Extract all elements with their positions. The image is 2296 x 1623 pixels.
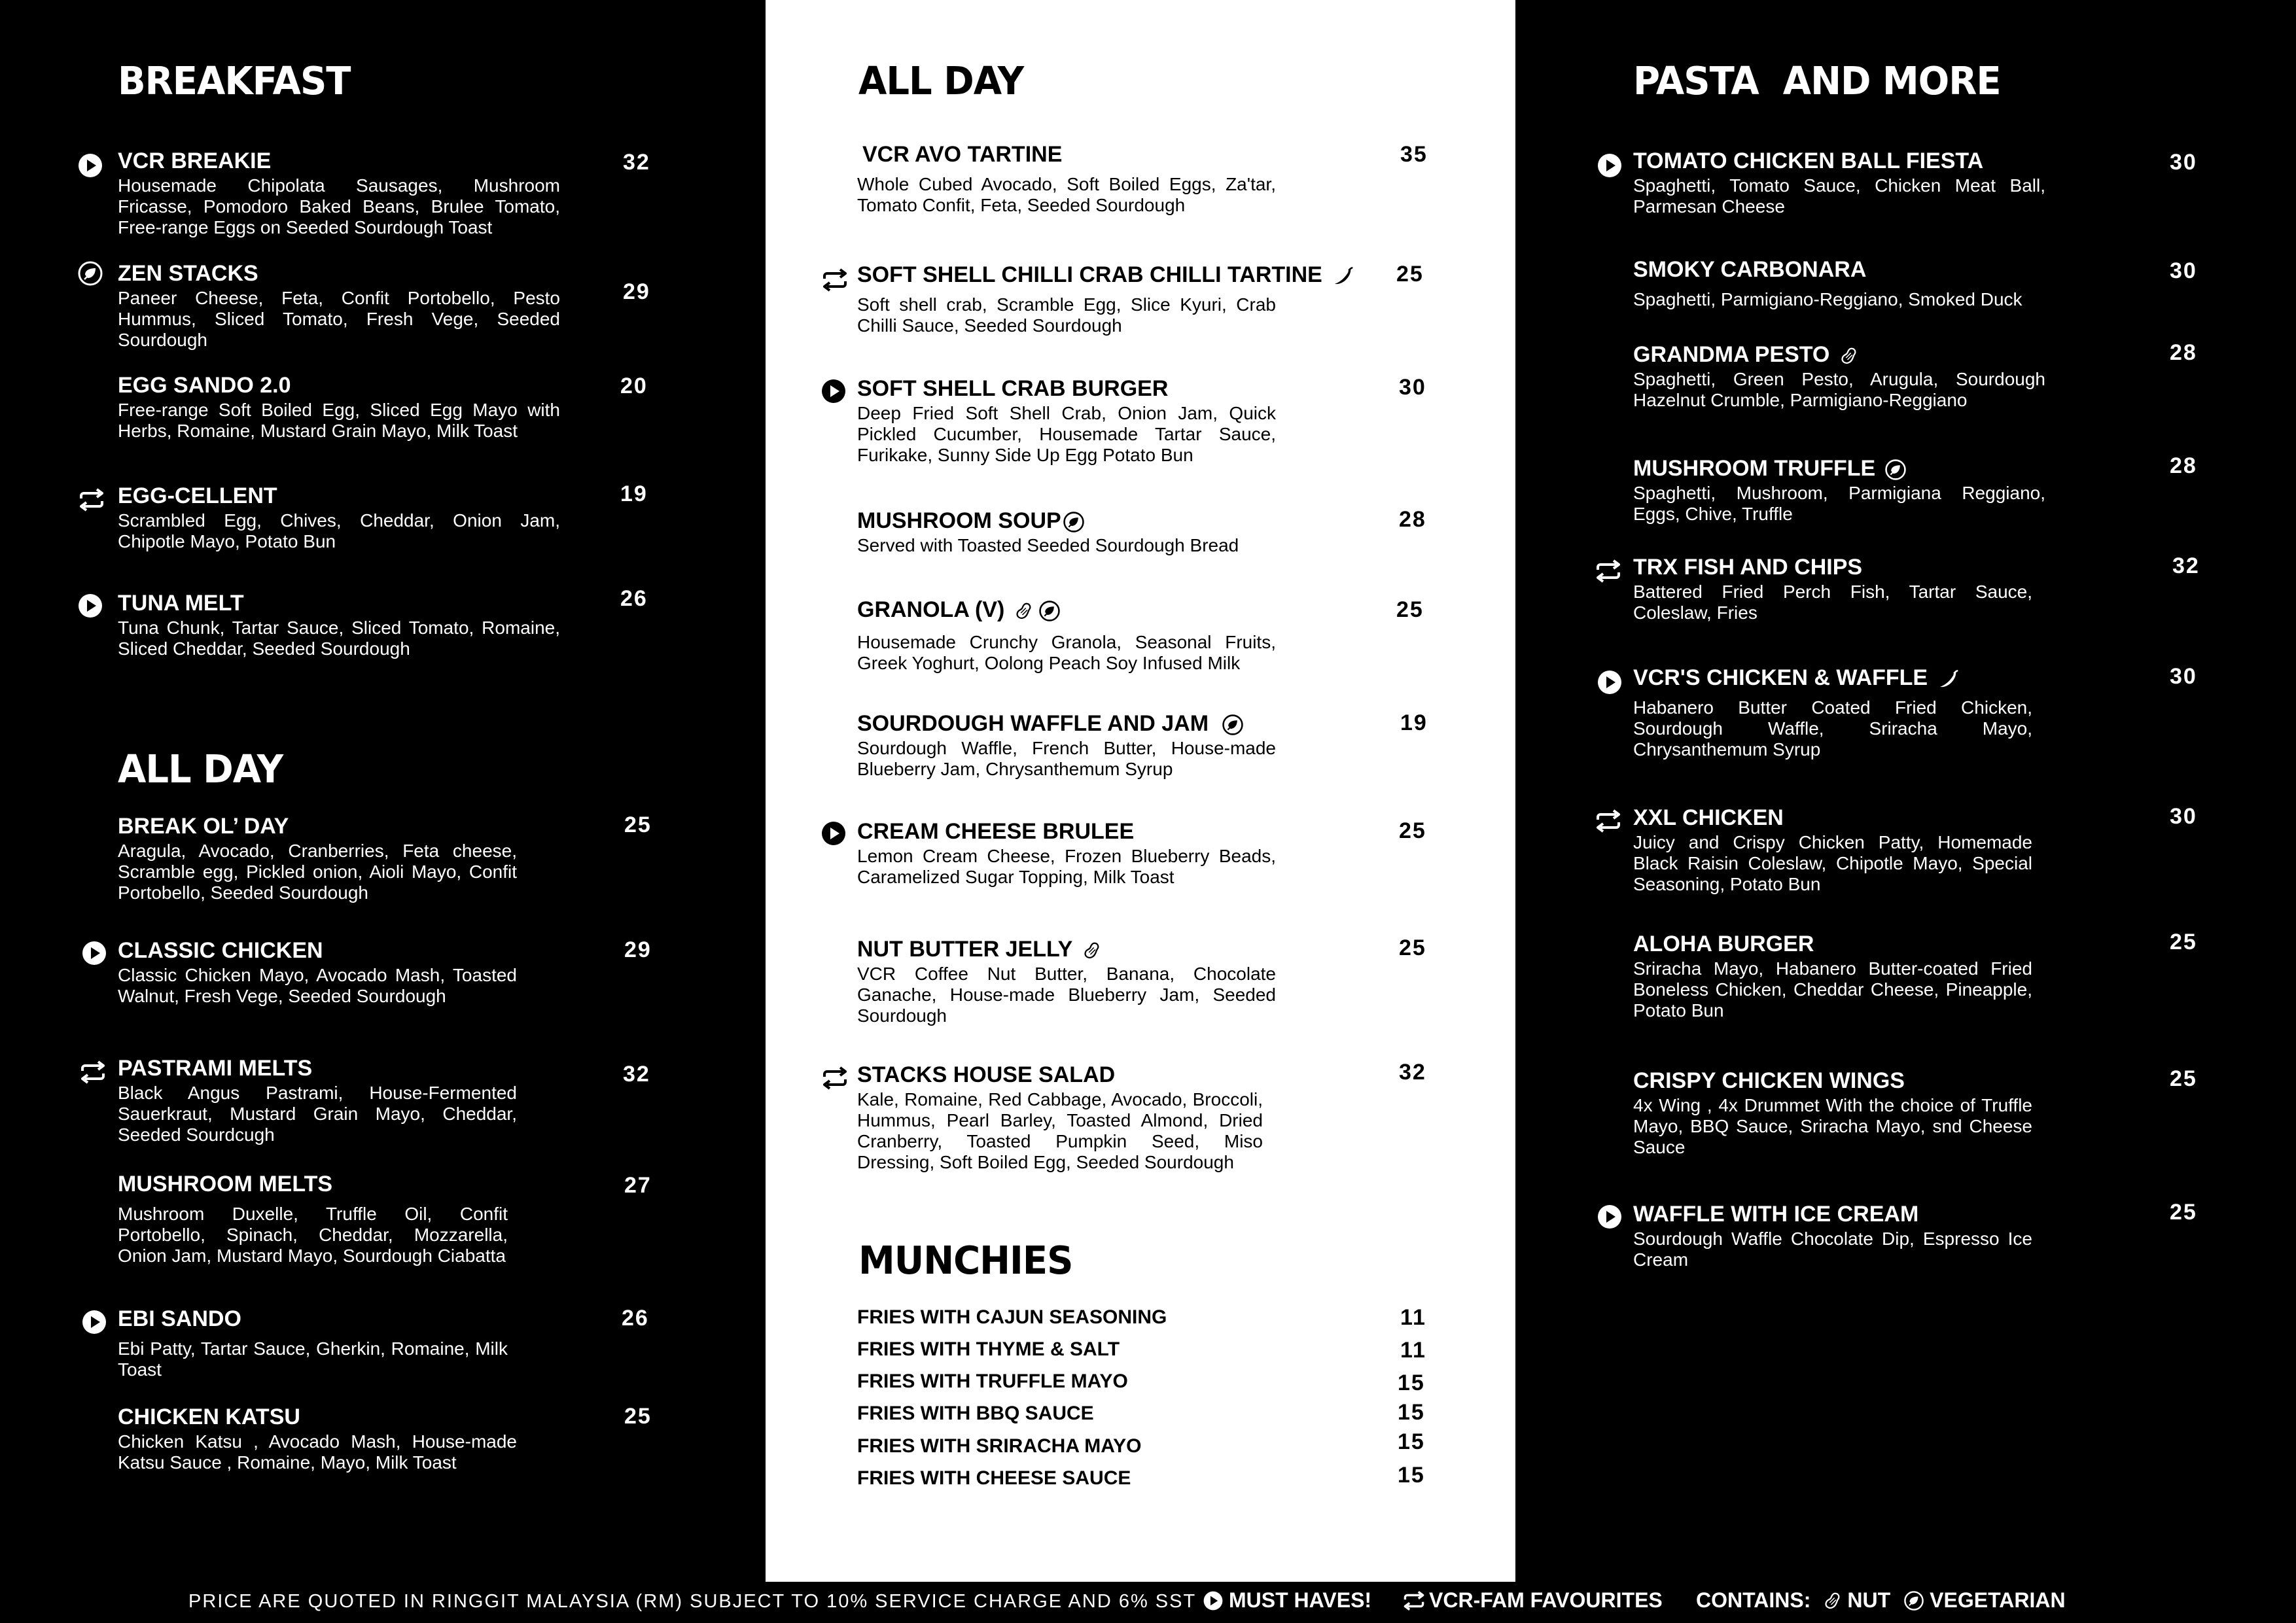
menu-item xyxy=(1633,665,2032,760)
item-name-text: MUSHROOM TRUFFLE xyxy=(1633,456,1876,481)
price-note: PRICE ARE QUOTED IN RINGGIT MALAYSIA (RM) SUBJECT TO 10% SERVICE CHARGE AND 6% SST xyxy=(188,1591,1197,1612)
item-desc: Battered Fried Perch Fish, Tartar Sauce, Coleslaw, Fries xyxy=(1633,582,2032,623)
item-name-text: GRANOLA (V) xyxy=(857,597,1005,622)
item-desc: Mushroom Duxelle, Truffle Oil, Confit Portobello, Spinach, Cheddar, Mozzarella, Onion Jam, Mustard Mayo, Sourdough Ciabatta xyxy=(118,1204,508,1266)
item-desc: Juicy and Crispy Chicken Patty, Homemade Black Raisin Coleslaw, Chipotle Mayo, Special Seasoning, Potato Bun xyxy=(1633,832,2032,894)
item-price: 19 xyxy=(620,481,648,506)
item-name: TUNA MELT xyxy=(118,591,244,616)
item-name: SOFT SHELL CRAB BURGER xyxy=(857,376,1169,401)
item-name xyxy=(857,508,1276,534)
item-price: 26 xyxy=(622,1306,649,1331)
legend-must-haves xyxy=(1203,1588,1371,1613)
menu-item xyxy=(857,141,1276,216)
menu-item xyxy=(118,1306,508,1380)
menu-item xyxy=(857,508,1276,556)
item-desc: Lemon Cream Cheese, Frozen Blueberry Beads, Caramelized Sugar Topping, Milk Toast xyxy=(857,846,1276,887)
item-name: XXL CHICKEN xyxy=(1633,805,1784,830)
menu-item xyxy=(1633,256,2045,310)
menu-item xyxy=(1633,805,2032,895)
legend-contains xyxy=(1696,1588,2066,1613)
item-name: TOMATO CHICKEN BALL FIESTA xyxy=(1633,148,1984,173)
repeat-arrows-icon xyxy=(821,1065,849,1091)
repeat-arrows-icon xyxy=(79,1059,107,1085)
item-name xyxy=(1633,455,2045,481)
play-circle-icon xyxy=(77,593,103,619)
item-name: EGG-CELLENT xyxy=(118,483,277,508)
munchies-item-price: 15 xyxy=(1398,1429,1425,1454)
menu-item xyxy=(118,937,517,1007)
item-price: 26 xyxy=(620,586,648,611)
middle-column xyxy=(766,0,1515,1582)
item-name: EGG SANDO 2.0 xyxy=(118,373,291,398)
menu-item xyxy=(857,1062,1263,1173)
munchies-item-name: FRIES WITH SRIRACHA MAYO xyxy=(857,1435,1142,1457)
munchies-item-name: FRIES WITH CAJUN SEASONING xyxy=(857,1306,1167,1328)
all-day-heading: ALL DAY xyxy=(118,747,283,792)
item-price: 25 xyxy=(624,1404,652,1429)
item-name xyxy=(857,262,1322,288)
item-desc: Sourdough Waffle Chocolate Dip, Espresso Ice Cream xyxy=(1633,1229,2032,1270)
item-desc: Spaghetti, Parmigiano-Reggiano, Smoked Duck xyxy=(1633,289,2022,309)
menu-item xyxy=(857,818,1276,888)
item-desc: Habanero Butter Coated Fried Chicken, Sourdough Waffle, Sriracha Mayo, Chrysanthemum Syrup xyxy=(1633,697,2032,759)
item-name xyxy=(1633,665,2032,691)
item-desc: Sriracha Mayo, Habanero Butter-coated Fried Boneless Chicken, Cheddar Cheese, Pineapple, Potato Bun xyxy=(1633,958,2032,1021)
item-name xyxy=(857,936,1276,962)
item-price: 25 xyxy=(624,812,652,837)
menu-item xyxy=(118,483,560,552)
item-name: WAFFLE WITH ICE CREAM xyxy=(1633,1202,1919,1227)
menu-item xyxy=(118,1055,517,1145)
item-desc: Soft shell crab, Scramble Egg, Slice Kyuri, Crab Chilli Sauce, Seeded Sourdough xyxy=(857,294,1276,336)
peanut-icon xyxy=(1822,1591,1842,1611)
breakfast-heading: BREAKFAST xyxy=(118,59,351,104)
item-desc: Sourdough Waffle, French Butter, House-made Blueberry Jam, Chrysanthemum Syrup xyxy=(857,738,1276,779)
item-desc: Kale, Romaine, Red Cabbage, Avocado, Broccoli, Hummus, Pearl Barley, Toasted Almond, Dried Cranberry, Toasted Pumpkin Seed, Miso Dressing, Soft Boiled Egg, Seeded Sourdough xyxy=(857,1089,1263,1172)
menu-item xyxy=(118,590,560,659)
menu-item xyxy=(857,710,1276,780)
item-name: CHICKEN KATSU xyxy=(118,1405,300,1429)
item-price: 32 xyxy=(1399,1060,1426,1085)
item-price: 25 xyxy=(1399,935,1426,960)
play-circle-icon xyxy=(81,1309,107,1335)
peanut-icon xyxy=(1839,346,1858,366)
item-desc: Aragula, Avocado, Cranberries, Feta cheese, Scramble egg, Pickled onion, Aioli Mayo, Confit Portobello, Seeded Sourdough xyxy=(118,841,517,903)
item-price: 29 xyxy=(623,279,650,304)
item-name: VCR BREAKIE xyxy=(118,148,272,173)
legend-favourites xyxy=(1402,1588,1663,1613)
item-desc: Housemade Chipolata Sausages, Mushroom Fricasse, Pomodoro Baked Beans, Brulee Tomato, Free-range Eggs on Seeded Sourdough Toast xyxy=(118,175,560,237)
item-name: EBI SANDO xyxy=(118,1306,241,1331)
item-desc: Paneer Cheese, Feta, Confit Portobello, Pesto Hummus, Sliced Tomato, Fresh Vege, Seeded Sourdough xyxy=(118,288,560,350)
leaf-circle-icon xyxy=(1884,459,1907,481)
play-circle-icon xyxy=(821,820,847,846)
menu-item xyxy=(118,148,560,238)
menu-item xyxy=(1633,554,2032,623)
item-name: PASTRAMI MELTS xyxy=(118,1056,313,1081)
legend-favourites-label: VCR-FAM FAVOURITES xyxy=(1429,1588,1663,1612)
play-circle-icon xyxy=(77,152,103,179)
legend-nut-label: NUT xyxy=(1847,1588,1891,1612)
item-price: 32 xyxy=(2172,553,2200,578)
menu-item xyxy=(857,597,1276,674)
leaf-circle-icon xyxy=(1038,600,1061,622)
item-price: 32 xyxy=(623,150,650,175)
leaf-circle-icon xyxy=(1063,511,1085,533)
item-price: 30 xyxy=(2170,258,2197,283)
item-price: 25 xyxy=(2170,930,2197,954)
item-desc: Deep Fried Soft Shell Crab, Onion Jam, Quick Pickled Cucumber, Housemade Tartar Sauce, Furikake, Sunny Side Up Egg Potato Bun xyxy=(857,403,1276,465)
menu-item xyxy=(1633,455,2045,525)
item-name: CREAM CHEESE BRULEE xyxy=(857,819,1135,844)
munchies-item-price: 15 xyxy=(1398,1370,1425,1395)
item-price: 29 xyxy=(624,937,652,962)
item-price: 25 xyxy=(2170,1200,2197,1225)
menu-item xyxy=(118,813,517,903)
item-name: ALOHA BURGER xyxy=(1633,932,1814,956)
pasta-heading: PASTA AND MORE xyxy=(1633,59,2001,104)
munchies-item-price: 11 xyxy=(1400,1305,1426,1330)
munchies-item-name: FRIES WITH CHEESE SAUCE xyxy=(857,1467,1131,1489)
repeat-arrows-icon xyxy=(1594,808,1623,834)
play-circle-icon xyxy=(1203,1590,1224,1611)
item-price: 25 xyxy=(2170,1066,2197,1091)
repeat-arrows-icon xyxy=(1402,1590,1426,1612)
item-price: 30 xyxy=(2170,150,2197,175)
leaf-circle-icon xyxy=(1222,714,1244,736)
item-name xyxy=(1633,341,2045,368)
menu-item xyxy=(118,1404,517,1473)
menu-item xyxy=(118,1171,508,1266)
footer-bar xyxy=(0,1582,2296,1623)
item-price: 25 xyxy=(1399,818,1426,843)
item-name xyxy=(857,597,1276,623)
play-circle-icon xyxy=(821,378,847,404)
item-price: 32 xyxy=(623,1062,650,1087)
item-price: 30 xyxy=(1399,375,1426,400)
munchies-item-name: FRIES WITH BBQ SAUCE xyxy=(857,1403,1094,1424)
menu-item xyxy=(1633,148,2045,217)
munchies-heading: MUNCHIES xyxy=(858,1238,1073,1283)
item-name: TRX FISH AND CHIPS xyxy=(1633,555,1863,580)
leaf-circle-icon xyxy=(1903,1590,1924,1611)
munchies-item-price: 15 xyxy=(1398,1400,1425,1425)
item-desc: Spaghetti, Tomato Sauce, Chicken Meat Ball, Parmesan Cheese xyxy=(1633,175,2045,217)
leaf-circle-icon xyxy=(77,260,103,287)
repeat-arrows-icon xyxy=(1594,558,1623,584)
item-name: STACKS HOUSE SALAD xyxy=(857,1062,1116,1087)
item-name: CLASSIC CHICKEN xyxy=(118,938,323,963)
menu-item xyxy=(118,372,560,442)
repeat-arrows-icon xyxy=(77,487,106,513)
chili-icon xyxy=(1332,265,1354,287)
munchies-item-price: 11 xyxy=(1400,1338,1426,1363)
item-name-text: SOURDOUGH WAFFLE AND JAM xyxy=(857,711,1209,736)
item-name xyxy=(857,710,1276,737)
item-desc: Housemade Crunchy Granola, Seasonal Fruits, Greek Yoghurt, Oolong Peach Soy Infused Milk xyxy=(857,632,1276,673)
item-name: SMOKY CARBONARA xyxy=(1633,257,1867,282)
item-price: 20 xyxy=(620,374,648,398)
menu-item xyxy=(118,260,560,351)
munchies-item-price: 15 xyxy=(1398,1463,1425,1488)
munchies-item-name: FRIES WITH TRUFFLE MAYO xyxy=(857,1370,1128,1392)
menu-item xyxy=(857,262,1322,336)
play-circle-icon xyxy=(81,940,107,966)
menu-item xyxy=(857,936,1276,1026)
legend-vegetarian-label: VEGETARIAN xyxy=(1930,1588,2066,1612)
item-name: MUSHROOM MELTS xyxy=(118,1172,333,1196)
item-desc: Scrambled Egg, Chives, Cheddar, Onion Jam, Chipotle Mayo, Potato Bun xyxy=(118,510,560,551)
item-desc: Spaghetti, Green Pesto, Arugula, Sourdough Hazelnut Crumble, Parmigiano-Reggiano xyxy=(1633,369,2045,410)
item-price: 19 xyxy=(1400,710,1428,735)
chili-icon xyxy=(1937,668,1959,690)
item-desc: Spaghetti, Mushroom, Parmigiana Reggiano, Eggs, Chive, Truffle xyxy=(1633,483,2045,524)
all-day-heading: ALL DAY xyxy=(858,59,1024,104)
peanut-icon xyxy=(1014,601,1033,621)
item-price: 25 xyxy=(1396,262,1424,287)
right-column xyxy=(1515,0,2296,1623)
play-circle-icon xyxy=(1597,1204,1623,1230)
item-name: ZEN STACKS xyxy=(118,261,258,286)
play-circle-icon xyxy=(1597,669,1623,695)
item-price: 27 xyxy=(624,1173,652,1198)
repeat-arrows-icon xyxy=(821,267,849,293)
item-name-text: SOFT SHELL CHILLI CRAB CHILLI TARTINE xyxy=(857,262,1322,287)
item-price: 28 xyxy=(1399,507,1426,532)
menu-item xyxy=(1633,1068,2032,1158)
item-name-text: VCR'S CHICKEN & WAFFLE xyxy=(1633,665,1928,690)
item-desc: Whole Cubed Avocado, Soft Boiled Eggs, Za'tar, Tomato Confit, Feta, Seeded Sourdough xyxy=(857,174,1276,215)
legend-contains-label: CONTAINS: xyxy=(1696,1588,1811,1612)
item-desc: Tuna Chunk, Tartar Sauce, Sliced Tomato, Romaine, Sliced Cheddar, Seeded Sourdough xyxy=(118,618,560,659)
item-price: 28 xyxy=(2170,340,2197,365)
menu-item xyxy=(1633,1201,2032,1270)
menu-item xyxy=(1633,931,2032,1021)
legend-must-haves-label: MUST HAVES! xyxy=(1229,1588,1372,1612)
left-column xyxy=(0,0,766,1623)
item-desc: Black Angus Pastrami, House-Fermented Sauerkraut, Mustard Grain Mayo, Cheddar, Seeded Sourdcugh xyxy=(118,1083,517,1145)
item-name: BREAK OL’ DAY xyxy=(118,814,289,839)
item-desc: Chicken Katsu , Avocado Mash, House-made Katsu Sauce , Romaine, Mayo, Milk Toast xyxy=(118,1431,517,1473)
play-circle-icon xyxy=(1597,152,1623,179)
item-name-text: NUT BUTTER JELLY xyxy=(857,937,1073,962)
item-price: 30 xyxy=(2170,664,2197,689)
item-desc: Ebi Patty, Tartar Sauce, Gherkin, Romaine, Milk Toast xyxy=(118,1338,508,1380)
item-desc: Free-range Soft Boiled Egg, Sliced Egg Mayo with Herbs, Romaine, Mustard Grain Mayo, Milk Toast xyxy=(118,400,560,441)
item-price: 30 xyxy=(2170,804,2197,829)
item-name: VCR AVO TARTINE xyxy=(862,142,1063,167)
munchies-item-name: FRIES WITH THYME & SALT xyxy=(857,1338,1120,1360)
menu-item xyxy=(1633,341,2045,411)
item-desc: VCR Coffee Nut Butter, Banana, Chocolate Ganache, House-made Blueberry Jam, Seeded Sourdough xyxy=(857,964,1276,1026)
item-name-text: MUSHROOM SOUP xyxy=(857,508,1061,533)
item-price: 25 xyxy=(1396,597,1424,622)
item-desc: Served with Toasted Seeded Sourdough Bread xyxy=(857,535,1239,555)
item-desc: Classic Chicken Mayo, Avocado Mash, Toasted Walnut, Fresh Vege, Seeded Sourdough xyxy=(118,965,517,1006)
item-name: CRISPY CHICKEN WINGS xyxy=(1633,1068,1905,1093)
menu-item xyxy=(857,375,1276,466)
peanut-icon xyxy=(1082,941,1101,960)
item-desc: 4x Wing , 4x Drummet With the choice of Truffle Mayo, BBQ Sauce, Sriracha Mayo, snd Cheese Sauce xyxy=(1633,1095,2032,1157)
item-price: 35 xyxy=(1400,142,1428,167)
item-name-text: GRANDMA PESTO xyxy=(1633,342,1830,367)
item-price: 28 xyxy=(2170,453,2197,478)
